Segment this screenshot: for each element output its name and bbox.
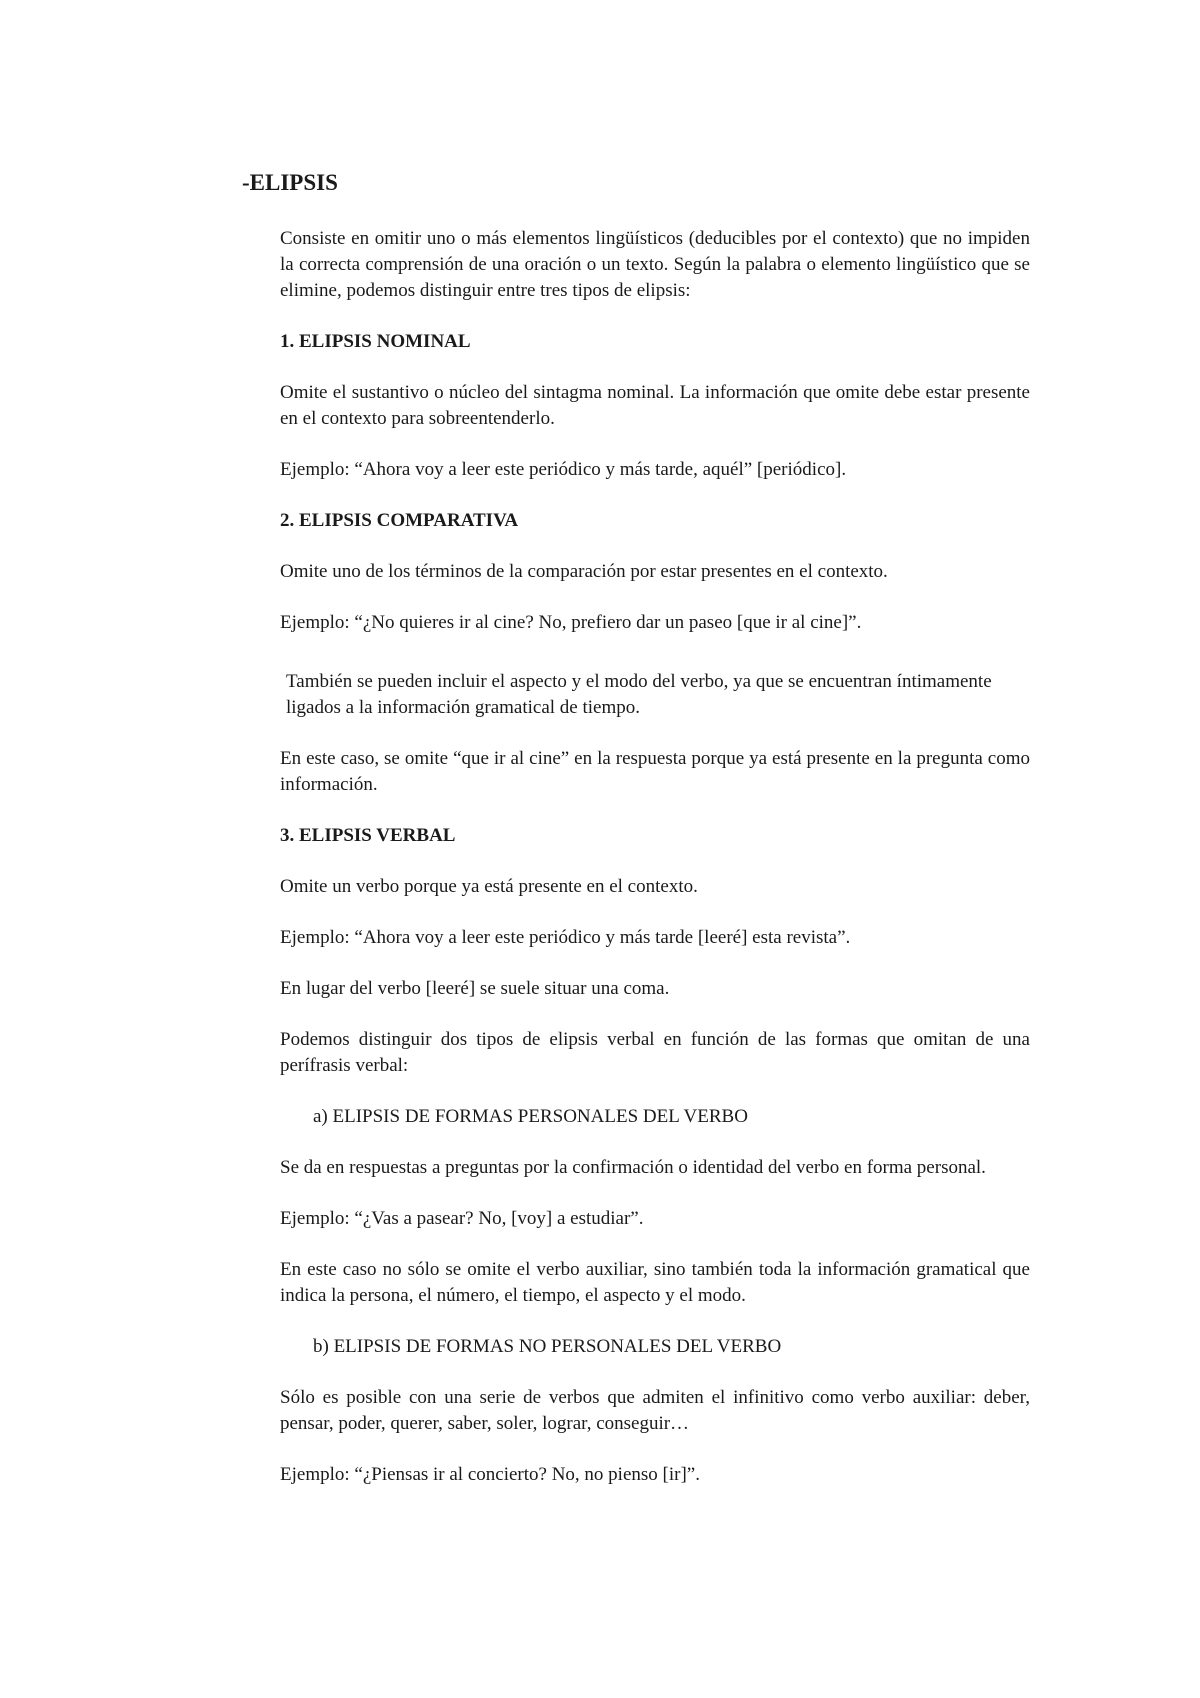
verbal-description: Omite un verbo porque ya está presente en el contexto. [280, 876, 698, 897]
comparativa-example: Ejemplo: “¿No quieres ir al cine? No, prefiero dar un paseo [que ir al cine]”. [280, 612, 862, 633]
document-title: -ELIPSIS [242, 170, 338, 195]
subsection-heading-personal: a) ELIPSIS DE FORMAS PERSONALES DEL VERBO [313, 1106, 748, 1127]
no-personal-description: Sólo es posible con una serie de verbos que admiten el infinitivo como verbo auxiliar: deber, pensar, poder, querer, saber, soler, lograr, conseguir… [280, 1387, 1030, 1434]
nominal-description: Omite el sustantivo o núcleo del sintagma nominal. La información que omite debe estar presente en el contexto para sobreentenderlo. [280, 382, 1030, 429]
no-personal-example: Ejemplo: “¿Piensas ir al concierto? No, no pienso [ir]”. [280, 1464, 700, 1485]
verbal-types-intro: Podemos distinguir dos tipos de elipsis verbal en función de las formas que omitan de una perífrasis verbal: [280, 1029, 1030, 1076]
personal-description: Se da en respuestas a preguntas por la confirmación o identidad del verbo en forma personal. [280, 1157, 986, 1178]
section-heading-nominal: 1. ELIPSIS NOMINAL [280, 331, 471, 352]
verbal-comma-note: En lugar del verbo [leeré] se suele situar una coma. [280, 978, 670, 999]
verbal-example: Ejemplo: “Ahora voy a leer este periódico y más tarde [leeré] esta revista”. [280, 927, 851, 948]
document-body [280, 226, 1030, 1513]
section-heading-verbal: 3. ELIPSIS VERBAL [280, 825, 456, 846]
personal-explanation: En este caso no sólo se omite el verbo auxiliar, sino también toda la información gramatical que indica la persona, el número, el tiempo, el aspecto y el modo. [280, 1259, 1030, 1306]
subsection-heading-no-personal: b) ELIPSIS DE FORMAS NO PERSONALES DEL VERBO [313, 1336, 782, 1357]
nominal-example: Ejemplo: “Ahora voy a leer este periódico y más tarde, aquél” [periódico]. [280, 459, 847, 480]
comparativa-description: Omite uno de los términos de la comparación por estar presentes en el contexto. [280, 561, 888, 582]
comparativa-note: También se pueden incluir el aspecto y el modo del verbo, ya que se encuentran íntimamente ligados a la información gramatical de tiempo. [286, 671, 992, 718]
personal-example: Ejemplo: “¿Vas a pasear? No, [voy] a estudiar”. [280, 1208, 644, 1229]
intro-paragraph: Consiste en omitir uno o más elementos lingüísticos (deducibles por el contexto) que no impiden la correcta comprensión de una oración o un texto. Según la palabra o elemento lingüístico que se elimine, podemos distinguir entre tres tipos de elipsis: [280, 228, 1030, 301]
comparativa-explanation: En este caso, se omite “que ir al cine” en la respuesta porque ya está presente en la pregunta como información. [280, 748, 1030, 795]
section-heading-comparativa: 2. ELIPSIS COMPARATIVA [280, 510, 519, 531]
